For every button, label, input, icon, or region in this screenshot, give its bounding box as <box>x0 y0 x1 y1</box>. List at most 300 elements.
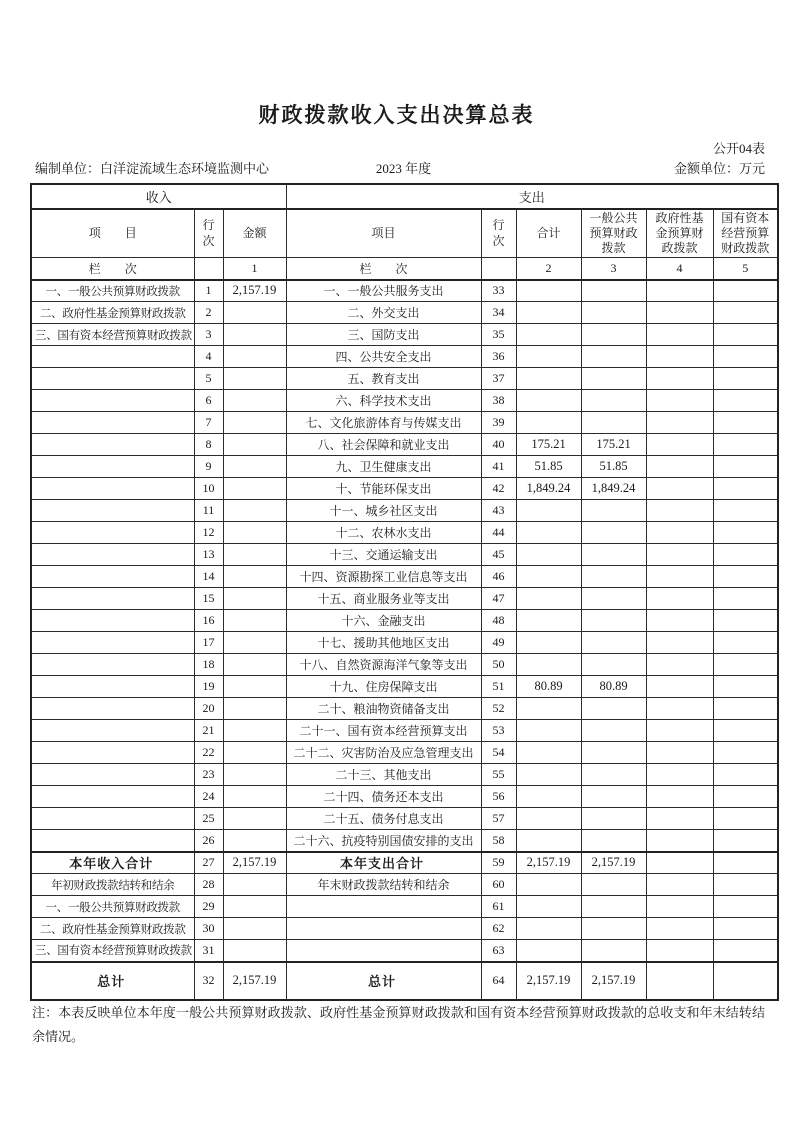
income-line-no-cell: 28 <box>194 874 223 896</box>
expense-total-cell: 51.85 <box>516 456 581 478</box>
expense-govfund-appropriation-cell <box>646 412 713 434</box>
expense-gpb-appropriation-cell <box>581 720 646 742</box>
income-item-cell <box>31 764 194 786</box>
expense-line-no-cell: 63 <box>481 940 516 962</box>
expense-gpb-appropriation-cell <box>581 786 646 808</box>
expense-govfund-appropriation-cell <box>646 324 713 346</box>
table-row <box>31 940 778 962</box>
income-item-cell <box>31 390 194 412</box>
income-line-no-cell: 30 <box>194 918 223 940</box>
income-amount-cell <box>223 456 286 478</box>
table-row <box>31 390 778 412</box>
expense-line-no-cell: 38 <box>481 390 516 412</box>
expense-gpb-appropriation-cell: 51.85 <box>581 456 646 478</box>
expense-govfund-appropriation-cell <box>646 478 713 500</box>
income-item-cell <box>31 786 194 808</box>
income-line-no-cell: 13 <box>194 544 223 566</box>
expense-item-cell: 二十二、灾害防治及应急管理支出 <box>286 742 481 764</box>
income-item-cell: 一、一般公共预算财政拨款 <box>31 280 194 302</box>
income-amount-cell <box>223 676 286 698</box>
expense-gpb-appropriation-cell: 80.89 <box>581 676 646 698</box>
income-lanci-cell: 栏 次 <box>31 258 194 280</box>
expense-item-cell: 二、外交支出 <box>286 302 481 324</box>
expense-govfund-appropriation-cell <box>646 786 713 808</box>
govfund-appropriation-header: 政府性基金预算财政拨款 <box>646 209 713 258</box>
table-row <box>31 764 778 786</box>
expense-govfund-appropriation-cell <box>646 962 713 1000</box>
meta-row <box>30 158 777 178</box>
expense-total-cell <box>516 654 581 676</box>
table-row <box>31 522 778 544</box>
expense-line-no-cell: 59 <box>481 852 516 874</box>
expense-item-cell: 十七、援助其他地区支出 <box>286 632 481 654</box>
expense-gpb-appropriation-cell <box>581 808 646 830</box>
expense-gpb-appropriation-cell: 1,849.24 <box>581 478 646 500</box>
table-row <box>31 500 778 522</box>
expense-item-cell <box>286 918 481 940</box>
expense-gpb-appropriation-cell <box>581 346 646 368</box>
income-line-no-cell: 23 <box>194 764 223 786</box>
income-line-no-cell: 31 <box>194 940 223 962</box>
expense-soc-appropriation-cell <box>713 544 778 566</box>
income-amount-cell <box>223 764 286 786</box>
expense-total-cell: 2,157.19 <box>516 852 581 874</box>
expense-item-cell: 十六、金融支出 <box>286 610 481 632</box>
expense-total-cell <box>516 522 581 544</box>
expense-gpb-appropriation-cell <box>581 632 646 654</box>
expense-item-cell: 十四、资源勘探工业信息等支出 <box>286 566 481 588</box>
income-amount-cell <box>223 786 286 808</box>
expense-govfund-appropriation-cell <box>646 654 713 676</box>
expense-gpb-appropriation-cell <box>581 280 646 302</box>
income-amount-cell <box>223 478 286 500</box>
expense-total-cell <box>516 588 581 610</box>
expense-item-cell: 六、科学技术支出 <box>286 390 481 412</box>
table-row <box>31 412 778 434</box>
expense-total-cell <box>516 940 581 962</box>
expense-govfund-appropriation-cell <box>646 456 713 478</box>
expense-govfund-appropriation-cell <box>646 610 713 632</box>
income-amount-cell <box>223 368 286 390</box>
expense-total-cell <box>516 698 581 720</box>
expense-gpb-appropriation-cell <box>581 522 646 544</box>
income-amount-cell <box>223 522 286 544</box>
expense-item-cell: 一、一般公共服务支出 <box>286 280 481 302</box>
income-item-cell <box>31 588 194 610</box>
expense-gpb-appropriation-cell <box>581 302 646 324</box>
expense-line-no-cell: 60 <box>481 874 516 896</box>
income-line-no-cell: 32 <box>194 962 223 1000</box>
income-amount-cell <box>223 390 286 412</box>
income-line-no-cell: 5 <box>194 368 223 390</box>
income-line-no-cell: 29 <box>194 896 223 918</box>
income-amount-cell <box>223 610 286 632</box>
soc-appropriation-header: 国有资本经营预算财政拨款 <box>713 209 778 258</box>
expense-soc-appropriation-cell <box>713 676 778 698</box>
expense-gpb-appropriation-cell: 175.21 <box>581 434 646 456</box>
expense-soc-appropriation-cell <box>713 852 778 874</box>
income-line-no-cell: 8 <box>194 434 223 456</box>
gpb-appropriation-header: 一般公共预算财政拨款 <box>581 209 646 258</box>
expense-line-no-cell: 61 <box>481 896 516 918</box>
expense-soc-appropriation-cell <box>713 390 778 412</box>
expense-govfund-appropriation-cell <box>646 940 713 962</box>
expense-section-header: 支出 <box>286 184 778 209</box>
expense-lanci-cell: 栏 次 <box>286 258 481 280</box>
expense-line-no-cell: 34 <box>481 302 516 324</box>
income-line-no-cell: 4 <box>194 346 223 368</box>
income-amount-cell <box>223 940 286 962</box>
expense-soc-appropriation-cell <box>713 346 778 368</box>
income-item-cell <box>31 720 194 742</box>
income-amount-cell <box>223 434 286 456</box>
expense-item-cell: 本年支出合计 <box>286 852 481 874</box>
table-row <box>31 632 778 654</box>
expense-gpb-appropriation-cell <box>581 654 646 676</box>
expense-total-cell <box>516 896 581 918</box>
income-line-no-cell: 16 <box>194 610 223 632</box>
income-amount-cell <box>223 830 286 852</box>
expense-line-no-cell: 56 <box>481 786 516 808</box>
income-amount-cell <box>223 632 286 654</box>
expense-govfund-appropriation-cell <box>646 852 713 874</box>
table-row <box>31 742 778 764</box>
expense-govfund-appropriation-cell <box>646 346 713 368</box>
expense-soc-appropriation-cell <box>713 280 778 302</box>
expense-govfund-appropriation-cell <box>646 302 713 324</box>
expense-govfund-appropriation-cell <box>646 808 713 830</box>
expense-gpb-appropriation-cell <box>581 566 646 588</box>
fiscal-appropriation-table <box>30 183 779 1001</box>
expense-soc-appropriation-cell <box>713 874 778 896</box>
expense-total-cell <box>516 632 581 654</box>
expense-soc-appropriation-cell <box>713 500 778 522</box>
col-no-cell: 3 <box>581 258 646 280</box>
income-amount-cell <box>223 302 286 324</box>
blank-cell <box>194 258 223 280</box>
expense-total-cell: 175.21 <box>516 434 581 456</box>
table-row <box>31 720 778 742</box>
income-item-cell <box>31 368 194 390</box>
income-item-cell: 年初财政拨款结转和结余 <box>31 874 194 896</box>
table-row <box>31 368 778 390</box>
expense-item-cell <box>286 940 481 962</box>
expense-soc-appropriation-cell <box>713 962 778 1000</box>
expense-line-no-header <box>481 209 516 258</box>
table-row <box>31 676 778 698</box>
expense-item-cell: 八、社会保障和就业支出 <box>286 434 481 456</box>
expense-total-cell: 2,157.19 <box>516 962 581 1000</box>
table-row <box>31 324 778 346</box>
expense-line-no-cell: 54 <box>481 742 516 764</box>
expense-soc-appropriation-cell <box>713 742 778 764</box>
income-amount-cell <box>223 720 286 742</box>
expense-item-cell: 十五、商业服务业等支出 <box>286 588 481 610</box>
expense-gpb-appropriation-cell <box>581 412 646 434</box>
expense-govfund-appropriation-cell <box>646 676 713 698</box>
income-line-no-cell: 1 <box>194 280 223 302</box>
page-title: 财政拨款收入支出决算总表 <box>258 103 535 127</box>
expense-govfund-appropriation-cell <box>646 390 713 412</box>
income-amount-cell <box>223 742 286 764</box>
income-amount-cell <box>223 324 286 346</box>
expense-total-header: 合计 <box>516 209 581 258</box>
expense-soc-appropriation-cell <box>713 896 778 918</box>
income-item-cell: 二、政府性基金预算财政拨款 <box>31 918 194 940</box>
expense-item-cell: 十八、自然资源海洋气象等支出 <box>286 654 481 676</box>
income-amount-cell: 2,157.19 <box>223 852 286 874</box>
table-row <box>31 302 778 324</box>
expense-total-cell <box>516 786 581 808</box>
expense-gpb-appropriation-cell <box>581 610 646 632</box>
footnote: 注：本表反映单位本年度一般公共预算财政拨款、政府性基金预算财政拨款和国有资本经营预算财政拨款的总收支和年末结转结余情况。 <box>32 1005 765 1045</box>
expense-soc-appropriation-cell <box>713 434 778 456</box>
income-item-cell <box>31 632 194 654</box>
income-item-cell <box>31 478 194 500</box>
expense-line-no-cell: 47 <box>481 588 516 610</box>
expense-soc-appropriation-cell <box>713 654 778 676</box>
expense-item-cell: 二十五、债务付息支出 <box>286 808 481 830</box>
expense-line-no-cell: 33 <box>481 280 516 302</box>
income-item-cell <box>31 676 194 698</box>
income-amount-cell <box>223 544 286 566</box>
expense-total-cell <box>516 566 581 588</box>
expense-line-no-cell: 53 <box>481 720 516 742</box>
expense-govfund-appropriation-cell <box>646 742 713 764</box>
income-line-no-cell: 2 <box>194 302 223 324</box>
expense-govfund-appropriation-cell <box>646 830 713 852</box>
income-line-no-cell: 24 <box>194 786 223 808</box>
expense-line-no-cell: 35 <box>481 324 516 346</box>
table-row <box>31 588 778 610</box>
expense-item-cell: 年末财政拨款结转和结余 <box>286 874 481 896</box>
expense-total-cell <box>516 742 581 764</box>
table-row <box>31 830 778 852</box>
expense-gpb-appropriation-cell <box>581 918 646 940</box>
income-line-no-cell: 19 <box>194 676 223 698</box>
table-row <box>31 698 778 720</box>
column-header-row <box>31 209 778 258</box>
expense-item-cell: 十九、住房保障支出 <box>286 676 481 698</box>
expense-line-no-cell: 55 <box>481 764 516 786</box>
expense-item-cell: 二十三、其他支出 <box>286 764 481 786</box>
expense-line-no-cell: 36 <box>481 346 516 368</box>
expense-govfund-appropriation-cell <box>646 500 713 522</box>
table-row <box>31 610 778 632</box>
income-item-cell <box>31 500 194 522</box>
expense-line-no-cell: 41 <box>481 456 516 478</box>
expense-total-cell <box>516 544 581 566</box>
expense-gpb-appropriation-cell: 2,157.19 <box>581 852 646 874</box>
income-amount-cell <box>223 874 286 896</box>
income-item-cell <box>31 566 194 588</box>
expense-soc-appropriation-cell <box>713 808 778 830</box>
income-line-no-cell: 25 <box>194 808 223 830</box>
expense-item-cell: 总计 <box>286 962 481 1000</box>
expense-total-cell <box>516 412 581 434</box>
table-code-label: 公开04表 <box>712 141 765 156</box>
expense-line-no-cell: 42 <box>481 478 516 500</box>
expense-item-cell: 十、节能环保支出 <box>286 478 481 500</box>
expense-line-no-cell: 43 <box>481 500 516 522</box>
income-amount-cell <box>223 500 286 522</box>
table-row <box>31 654 778 676</box>
income-section-header: 收入 <box>31 184 286 209</box>
expense-gpb-appropriation-cell <box>581 544 646 566</box>
expense-gpb-appropriation-cell <box>581 896 646 918</box>
expense-total-cell <box>516 764 581 786</box>
expense-item-cell: 二十一、国有资本经营预算支出 <box>286 720 481 742</box>
income-item-cell: 本年收入合计 <box>31 852 194 874</box>
income-item-cell <box>31 412 194 434</box>
expense-line-no-cell: 57 <box>481 808 516 830</box>
expense-item-cell: 二十、粮油物资储备支出 <box>286 698 481 720</box>
income-item-cell <box>31 698 194 720</box>
expense-line-no-cell: 50 <box>481 654 516 676</box>
income-item-cell <box>31 346 194 368</box>
income-line-no-cell: 27 <box>194 852 223 874</box>
income-amount-cell <box>223 808 286 830</box>
fiscal-year-label: 2023 年度 <box>375 161 432 176</box>
col-no-cell: 2 <box>516 258 581 280</box>
expense-govfund-appropriation-cell <box>646 632 713 654</box>
expense-item-cell: 十二、农林水支出 <box>286 522 481 544</box>
table-row <box>31 478 778 500</box>
expense-total-cell <box>516 346 581 368</box>
expense-total-cell <box>516 280 581 302</box>
expense-soc-appropriation-cell <box>713 918 778 940</box>
expense-item-cell: 九、卫生健康支出 <box>286 456 481 478</box>
expense-soc-appropriation-cell <box>713 478 778 500</box>
expense-soc-appropriation-cell <box>713 368 778 390</box>
expense-soc-appropriation-cell <box>713 786 778 808</box>
expense-gpb-appropriation-cell <box>581 588 646 610</box>
income-item-cell <box>31 434 194 456</box>
income-line-no-cell: 12 <box>194 522 223 544</box>
expense-line-no-cell: 64 <box>481 962 516 1000</box>
expense-line-no-cell: 52 <box>481 698 516 720</box>
expense-govfund-appropriation-cell <box>646 874 713 896</box>
income-line-no-cell: 6 <box>194 390 223 412</box>
table-row <box>31 544 778 566</box>
income-line-no-cell: 18 <box>194 654 223 676</box>
expense-govfund-appropriation-cell <box>646 918 713 940</box>
expense-total-cell <box>516 610 581 632</box>
income-item-header: 项 目 <box>31 209 194 258</box>
table-row <box>31 566 778 588</box>
expense-govfund-appropriation-cell <box>646 720 713 742</box>
expense-line-no-cell: 40 <box>481 434 516 456</box>
expense-soc-appropriation-cell <box>713 940 778 962</box>
income-line-no-cell: 20 <box>194 698 223 720</box>
expense-line-no-cell: 45 <box>481 544 516 566</box>
income-amount-cell: 2,157.19 <box>223 280 286 302</box>
table-row <box>31 280 778 302</box>
expense-total-cell <box>516 918 581 940</box>
expense-item-cell: 十三、交通运输支出 <box>286 544 481 566</box>
expense-line-no-cell: 48 <box>481 610 516 632</box>
expense-item-cell: 四、公共安全支出 <box>286 346 481 368</box>
expense-govfund-appropriation-cell <box>646 698 713 720</box>
expense-govfund-appropriation-cell <box>646 434 713 456</box>
income-line-no-cell: 26 <box>194 830 223 852</box>
expense-govfund-appropriation-cell <box>646 544 713 566</box>
income-item-cell <box>31 544 194 566</box>
prepared-by-label: 编制单位：白洋淀流域生态环境监测中心 <box>35 161 270 176</box>
income-item-cell <box>31 742 194 764</box>
table-row <box>31 918 778 940</box>
income-line-no-cell: 21 <box>194 720 223 742</box>
expense-govfund-appropriation-cell <box>646 566 713 588</box>
income-item-cell <box>31 610 194 632</box>
expense-line-no-cell: 62 <box>481 918 516 940</box>
table-body <box>31 280 778 1000</box>
income-amount-cell <box>223 654 286 676</box>
income-line-no-cell: 11 <box>194 500 223 522</box>
table-row <box>31 962 778 1000</box>
expense-item-cell: 五、教育支出 <box>286 368 481 390</box>
expense-govfund-appropriation-cell <box>646 764 713 786</box>
income-amount-cell <box>223 896 286 918</box>
expense-total-cell <box>516 390 581 412</box>
income-amount-header: 金额 <box>223 209 286 258</box>
expense-gpb-appropriation-cell <box>581 698 646 720</box>
income-line-no-cell: 10 <box>194 478 223 500</box>
income-amount-cell <box>223 698 286 720</box>
table-row <box>31 896 778 918</box>
income-amount-cell <box>223 566 286 588</box>
amount-unit-label: 金额单位：万元 <box>673 161 765 176</box>
column-index-row <box>31 258 778 280</box>
expense-total-cell <box>516 720 581 742</box>
income-line-no-cell: 14 <box>194 566 223 588</box>
expense-line-no-cell: 39 <box>481 412 516 434</box>
section-band-row <box>31 184 778 209</box>
expense-gpb-appropriation-cell <box>581 324 646 346</box>
col-no-cell: 5 <box>713 258 778 280</box>
expense-line-no-cell: 51 <box>481 676 516 698</box>
expense-govfund-appropriation-cell <box>646 368 713 390</box>
expense-item-cell: 二十六、抗疫特别国债安排的支出 <box>286 830 481 852</box>
expense-soc-appropriation-cell <box>713 302 778 324</box>
expense-item-header: 项目 <box>286 209 481 258</box>
income-line-no-cell: 15 <box>194 588 223 610</box>
expense-gpb-appropriation-cell <box>581 742 646 764</box>
line-no-label: 行次 <box>202 217 215 248</box>
table-row <box>31 852 778 874</box>
expense-soc-appropriation-cell <box>713 456 778 478</box>
expense-soc-appropriation-cell <box>713 412 778 434</box>
col-no-cell: 4 <box>646 258 713 280</box>
table-row <box>31 456 778 478</box>
income-item-cell: 二、政府性基金预算财政拨款 <box>31 302 194 324</box>
expense-line-no-cell: 44 <box>481 522 516 544</box>
expense-item-cell: 十一、城乡社区支出 <box>286 500 481 522</box>
income-line-no-cell: 3 <box>194 324 223 346</box>
income-item-cell <box>31 808 194 830</box>
expense-soc-appropriation-cell <box>713 566 778 588</box>
expense-total-cell <box>516 808 581 830</box>
income-amount-cell <box>223 588 286 610</box>
income-item-cell <box>31 830 194 852</box>
income-item-cell <box>31 522 194 544</box>
expense-total-cell <box>516 324 581 346</box>
expense-item-cell: 二十四、债务还本支出 <box>286 786 481 808</box>
expense-item-cell <box>286 896 481 918</box>
expense-soc-appropriation-cell <box>713 324 778 346</box>
table-row <box>31 786 778 808</box>
expense-soc-appropriation-cell <box>713 764 778 786</box>
